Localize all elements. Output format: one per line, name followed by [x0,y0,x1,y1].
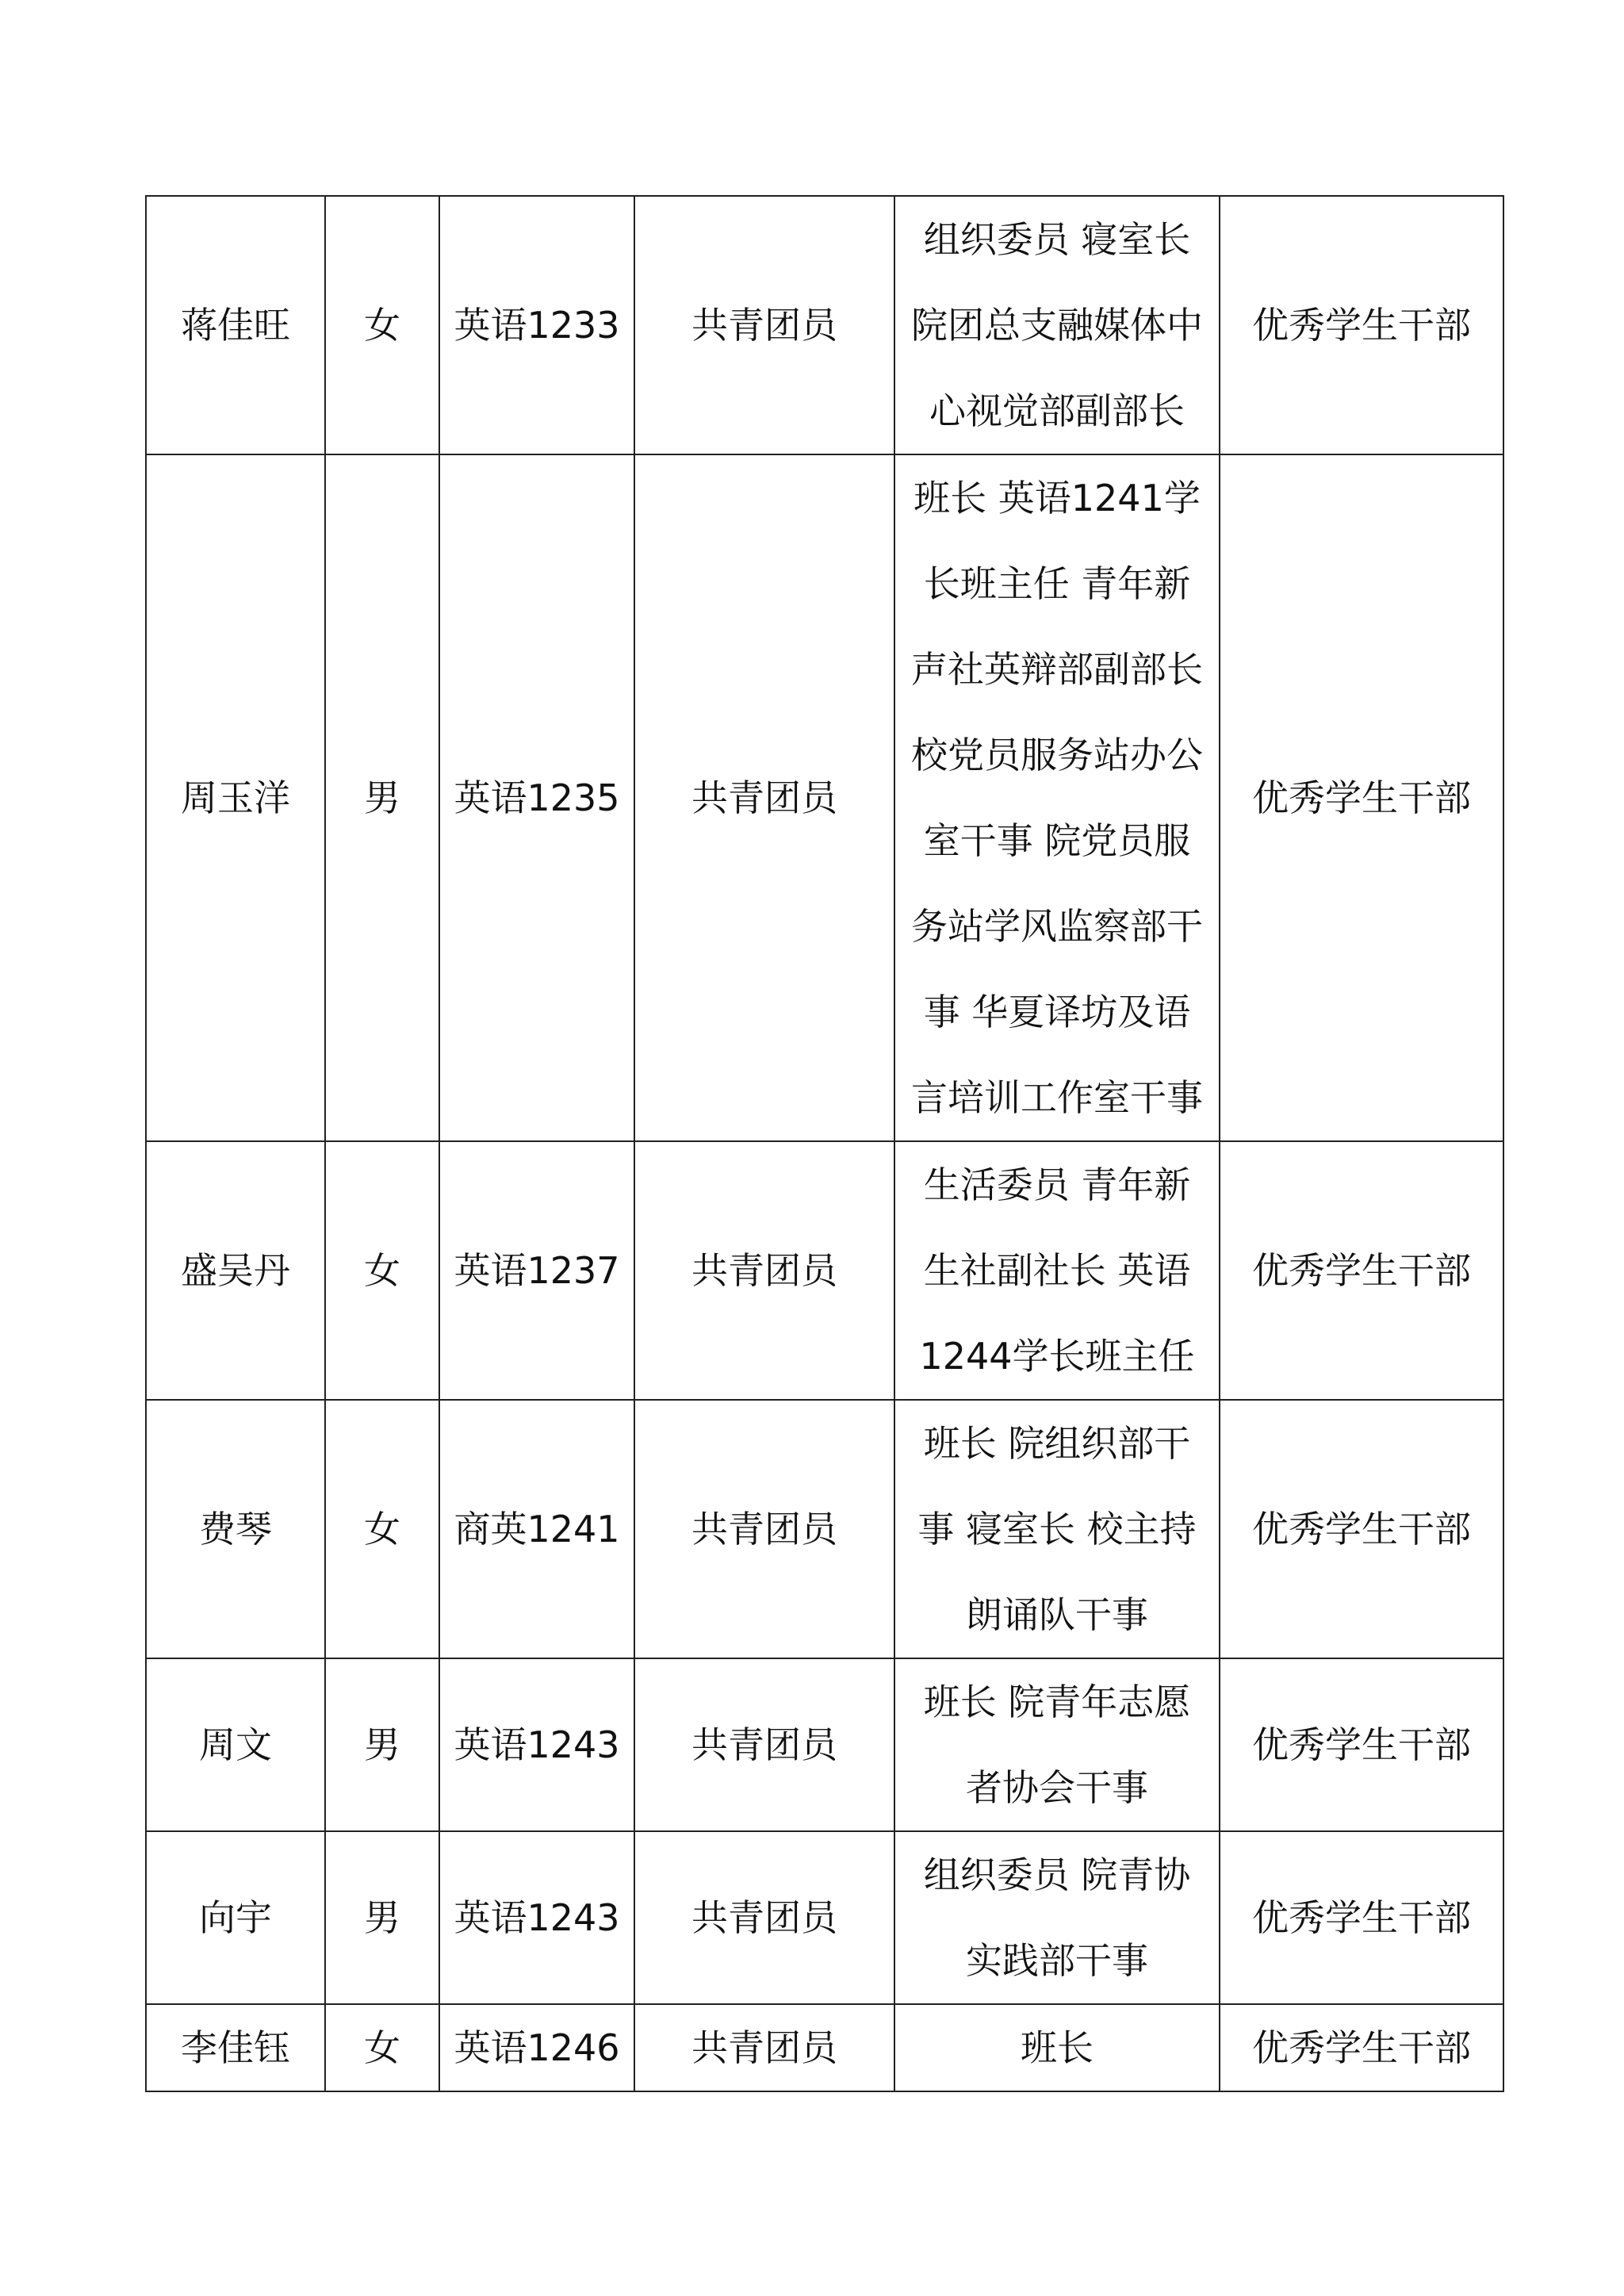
position-line: 班长 英语1241学 [914,477,1201,519]
student-award-table [145,195,1504,2092]
position-line: 声社英辩部副部长 [911,648,1203,691]
student-name-cell: 李佳钰 [146,2004,325,2091]
class-cell: 英语1243 [439,1831,634,2004]
award-cell: 优秀学生干部 [1220,196,1503,454]
award-cell: 优秀学生干部 [1220,1141,1503,1400]
political-status-cell: 共青团员 [634,1658,894,1831]
award-cell: 优秀学生干部 [1220,1400,1503,1658]
political-status-cell: 共青团员 [634,1141,894,1400]
table-row [146,454,1503,1141]
position-line: 班长 院组织部干 [923,1422,1191,1465]
position-line: 校党员服务站办公 [911,734,1203,776]
class-cell: 英语1246 [439,2004,634,2091]
political-status-cell: 共青团员 [634,1831,894,2004]
student-name-cell: 费琴 [146,1400,325,1658]
class-cell: 英语1235 [439,454,634,1141]
position-line: 班长 [1021,2026,1094,2069]
table-row [146,1400,1503,1658]
position-line: 心视觉部副部长 [929,389,1185,432]
political-status-cell: 共青团员 [634,454,894,1141]
political-status-cell: 共青团员 [634,1400,894,1658]
student-name-cell: 向宇 [146,1831,325,2004]
position-line: 生活委员 青年新 [923,1163,1191,1206]
positions-cell [894,1400,1220,1658]
class-cell: 英语1237 [439,1141,634,1400]
table-row [146,1831,1503,2004]
position-line: 言培训工作室干事 [911,1076,1203,1119]
position-line: 者协会干事 [966,1766,1148,1809]
gender-cell: 女 [325,1141,439,1400]
gender-cell: 女 [325,196,439,454]
position-line: 班长 院青年志愿 [923,1681,1191,1723]
award-cell: 优秀学生干部 [1220,1658,1503,1831]
class-cell: 英语1233 [439,196,634,454]
position-line: 务站学风监察部干 [911,905,1203,948]
political-status-cell: 共青团员 [634,196,894,454]
student-name-cell: 蒋佳旺 [146,196,325,454]
student-name-cell: 周文 [146,1658,325,1831]
positions-cell [894,196,1220,454]
award-cell: 优秀学生干部 [1220,454,1503,1141]
class-cell: 英语1243 [439,1658,634,1831]
award-cell: 优秀学生干部 [1220,1831,1503,2004]
position-line: 1244学长班主任 [919,1335,1195,1378]
position-line: 朗诵队干事 [966,1593,1148,1636]
position-line: 实践部干事 [966,1939,1148,1982]
position-line: 室干事 院党员服 [923,819,1191,862]
gender-cell: 女 [325,1400,439,1658]
positions-cell [894,1141,1220,1400]
gender-cell: 男 [325,1831,439,2004]
position-line: 事 华夏译坊及语 [923,991,1191,1033]
student-name-cell: 盛吴丹 [146,1141,325,1400]
table-row [146,1658,1503,1831]
position-line: 事 寝室长 校主持 [917,1508,1197,1550]
positions-cell [894,2004,1220,2091]
student-name-cell: 周玉洋 [146,454,325,1141]
positions-cell [894,1831,1220,2004]
gender-cell: 女 [325,2004,439,2091]
positions-cell [894,454,1220,1141]
political-status-cell: 共青团员 [634,2004,894,2091]
table-body [146,196,1503,2091]
gender-cell: 男 [325,454,439,1141]
class-cell: 商英1241 [439,1400,634,1658]
position-line: 组织委员 院青协 [923,1853,1191,1896]
award-cell: 优秀学生干部 [1220,2004,1503,2091]
table-row [146,1141,1503,1400]
position-line: 院团总支融媒体中 [911,304,1203,347]
table-row [146,196,1503,454]
table-row [146,2004,1503,2091]
position-line: 组织委员 寝室长 [923,218,1191,261]
position-line: 长班主任 青年新 [923,562,1191,605]
gender-cell: 男 [325,1658,439,1831]
positions-cell [894,1658,1220,1831]
position-line: 生社副社长 英语 [923,1249,1191,1292]
